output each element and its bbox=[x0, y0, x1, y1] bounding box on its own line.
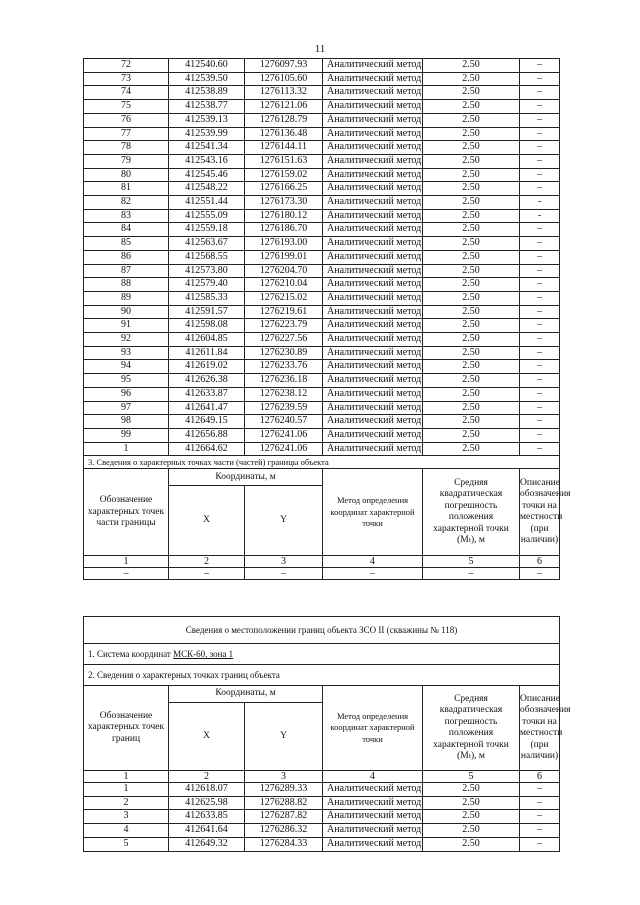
description: – bbox=[520, 360, 560, 374]
accuracy: 2.50 bbox=[423, 250, 520, 264]
description: – bbox=[520, 428, 560, 442]
method: Аналитический метод bbox=[323, 783, 423, 797]
description: – bbox=[520, 291, 560, 305]
accuracy: 2.50 bbox=[423, 278, 520, 292]
description: – bbox=[520, 319, 560, 333]
accuracy: 2.50 bbox=[423, 141, 520, 155]
accuracy: 2.50 bbox=[423, 415, 520, 429]
empty-cell: – bbox=[245, 568, 323, 580]
coord-y: 1276284.33 bbox=[245, 837, 323, 851]
table-row bbox=[84, 346, 560, 360]
method: Аналитический метод bbox=[323, 428, 423, 442]
method: Аналитический метод bbox=[323, 305, 423, 319]
coord-y: 1276230.89 bbox=[245, 346, 323, 360]
method: Аналитический метод bbox=[323, 264, 423, 278]
table-row bbox=[84, 100, 560, 114]
method: Аналитический метод bbox=[323, 113, 423, 127]
method: Аналитический метод bbox=[323, 196, 423, 210]
description: – bbox=[520, 237, 560, 251]
coord-y: 1276166.25 bbox=[245, 182, 323, 196]
coord-x: 412543.16 bbox=[169, 154, 245, 168]
col-number: 6 bbox=[520, 556, 560, 568]
table-row bbox=[84, 278, 560, 292]
coord-x: 412641.47 bbox=[169, 401, 245, 415]
table-row bbox=[84, 360, 560, 374]
col-number: 5 bbox=[423, 771, 520, 783]
coord-x: 412604.85 bbox=[169, 333, 245, 347]
object-title: Сведения о местоположении границ объекта ЗСО II (скважины № 118) bbox=[84, 617, 560, 644]
description: - bbox=[520, 209, 560, 223]
method: Аналитический метод bbox=[323, 59, 423, 73]
accuracy: 2.50 bbox=[423, 387, 520, 401]
method: Аналитический метод bbox=[323, 127, 423, 141]
table-row bbox=[84, 291, 560, 305]
col-number: 3 bbox=[245, 771, 323, 783]
header-coordinates: Координаты, м bbox=[169, 469, 323, 486]
point-number: 5 bbox=[84, 837, 169, 851]
boundary-points-table-continued bbox=[83, 58, 571, 580]
coord-x: 412551.44 bbox=[169, 196, 245, 210]
method: Аналитический метод bbox=[323, 154, 423, 168]
coordinate-system-value: МСК-60, зона 1 bbox=[173, 649, 234, 659]
col-number: 1 bbox=[84, 556, 169, 568]
table-row bbox=[84, 401, 560, 415]
coord-x: 412541.34 bbox=[169, 141, 245, 155]
header-method: Метод определения координат характерной точки bbox=[323, 469, 423, 556]
coord-y: 1276121.06 bbox=[245, 100, 323, 114]
coord-x: 412633.85 bbox=[169, 810, 245, 824]
method: Аналитический метод bbox=[323, 250, 423, 264]
accuracy: 2.50 bbox=[423, 305, 520, 319]
header-description: Описание обозначения точки на местности (при наличии) bbox=[520, 469, 560, 556]
page-number: 11 bbox=[314, 43, 326, 55]
method: Аналитический метод bbox=[323, 810, 423, 824]
point-number: 75 bbox=[84, 100, 169, 114]
point-number: 76 bbox=[84, 113, 169, 127]
coord-y: 1276288.82 bbox=[245, 796, 323, 810]
coord-y: 1276128.79 bbox=[245, 113, 323, 127]
description: – bbox=[520, 824, 560, 838]
accuracy: 2.50 bbox=[423, 86, 520, 100]
coord-y: 1276239.59 bbox=[245, 401, 323, 415]
point-number: 91 bbox=[84, 319, 169, 333]
section-2-title: 2. Сведения о характерных точках границ объекта bbox=[84, 665, 560, 686]
table-row bbox=[84, 182, 560, 196]
accuracy: 2.50 bbox=[423, 401, 520, 415]
description: – bbox=[520, 250, 560, 264]
method: Аналитический метод bbox=[323, 237, 423, 251]
table-row bbox=[84, 72, 560, 86]
header-designation: Обозначение характерных точек части границы bbox=[84, 469, 169, 556]
accuracy: 2.50 bbox=[423, 223, 520, 237]
point-number: 72 bbox=[84, 59, 169, 73]
point-number: 85 bbox=[84, 237, 169, 251]
col-number: 2 bbox=[169, 556, 245, 568]
accuracy: 2.50 bbox=[423, 810, 520, 824]
description: – bbox=[520, 168, 560, 182]
accuracy: 2.50 bbox=[423, 100, 520, 114]
header-coordinates: Координаты, м bbox=[169, 686, 323, 703]
table-row bbox=[84, 387, 560, 401]
coord-y: 1276241.06 bbox=[245, 442, 323, 456]
point-number: 84 bbox=[84, 223, 169, 237]
coord-x: 412563.67 bbox=[169, 237, 245, 251]
coord-y: 1276113.32 bbox=[245, 86, 323, 100]
accuracy: 2.50 bbox=[423, 374, 520, 388]
coord-x: 412538.89 bbox=[169, 86, 245, 100]
table-row bbox=[84, 305, 560, 319]
coord-x: 412649.32 bbox=[169, 837, 245, 851]
coord-x: 412568.55 bbox=[169, 250, 245, 264]
coord-y: 1276173.30 bbox=[245, 196, 323, 210]
col-number: 1 bbox=[84, 771, 169, 783]
table-row bbox=[84, 59, 560, 73]
header-accuracy: Средняя квадратическая погрешность положения характерной точки (Мₜ), м bbox=[423, 686, 520, 771]
point-number: 79 bbox=[84, 154, 169, 168]
coord-x: 412641.64 bbox=[169, 824, 245, 838]
coord-x: 412656.88 bbox=[169, 428, 245, 442]
description: – bbox=[520, 72, 560, 86]
method: Аналитический метод bbox=[323, 209, 423, 223]
description: – bbox=[520, 333, 560, 347]
point-number: 2 bbox=[84, 796, 169, 810]
method: Аналитический метод bbox=[323, 333, 423, 347]
table-row bbox=[84, 127, 560, 141]
coord-y: 1276105.60 bbox=[245, 72, 323, 86]
description: – bbox=[520, 127, 560, 141]
table-row bbox=[84, 333, 560, 347]
table-row bbox=[84, 86, 560, 100]
header-y: Y bbox=[245, 703, 323, 771]
coord-x: 412618.07 bbox=[169, 783, 245, 797]
point-number: 97 bbox=[84, 401, 169, 415]
description: – bbox=[520, 837, 560, 851]
point-number: 93 bbox=[84, 346, 169, 360]
coord-y: 1276210.04 bbox=[245, 278, 323, 292]
point-number: 74 bbox=[84, 86, 169, 100]
coord-x: 412559.18 bbox=[169, 223, 245, 237]
point-number: 99 bbox=[84, 428, 169, 442]
point-number: 94 bbox=[84, 360, 169, 374]
coord-y: 1276238.12 bbox=[245, 387, 323, 401]
method: Аналитический метод bbox=[323, 223, 423, 237]
description: – bbox=[520, 305, 560, 319]
section-3-title: 3. Сведения о характерных точках части (частей) границы объекта bbox=[84, 456, 560, 469]
table-row bbox=[84, 168, 560, 182]
header-description: Описание обозначения точки на местности (при наличии) bbox=[520, 686, 560, 771]
col-number: 4 bbox=[323, 556, 423, 568]
point-number: 88 bbox=[84, 278, 169, 292]
coord-y: 1276144.11 bbox=[245, 141, 323, 155]
description: – bbox=[520, 346, 560, 360]
point-number: 77 bbox=[84, 127, 169, 141]
table-row bbox=[84, 796, 560, 810]
table-row bbox=[84, 319, 560, 333]
coord-x: 412626.38 bbox=[169, 374, 245, 388]
coord-y: 1276219.61 bbox=[245, 305, 323, 319]
accuracy: 2.50 bbox=[423, 127, 520, 141]
col-number: 2 bbox=[169, 771, 245, 783]
coord-x: 412664.62 bbox=[169, 442, 245, 456]
table-row bbox=[84, 837, 560, 851]
point-number: 73 bbox=[84, 72, 169, 86]
description: – bbox=[520, 223, 560, 237]
accuracy: 2.50 bbox=[423, 264, 520, 278]
header-y: Y bbox=[245, 486, 323, 556]
coord-x: 412555.09 bbox=[169, 209, 245, 223]
point-number: 92 bbox=[84, 333, 169, 347]
method: Аналитический метод bbox=[323, 837, 423, 851]
description: – bbox=[520, 278, 560, 292]
description: – bbox=[520, 59, 560, 73]
table-row bbox=[84, 209, 560, 223]
table-row bbox=[84, 154, 560, 168]
table-row bbox=[84, 223, 560, 237]
empty-cell: – bbox=[520, 568, 560, 580]
coord-y: 1276223.79 bbox=[245, 319, 323, 333]
table-row bbox=[84, 824, 560, 838]
header-x: X bbox=[169, 703, 245, 771]
description: – bbox=[520, 141, 560, 155]
accuracy: 2.50 bbox=[423, 824, 520, 838]
description: – bbox=[520, 182, 560, 196]
coord-x: 412579.40 bbox=[169, 278, 245, 292]
point-number: 80 bbox=[84, 168, 169, 182]
coord-y: 1276287.82 bbox=[245, 810, 323, 824]
accuracy: 2.50 bbox=[423, 182, 520, 196]
col-number: 5 bbox=[423, 556, 520, 568]
accuracy: 2.50 bbox=[423, 428, 520, 442]
coordinate-system bbox=[84, 644, 560, 665]
header-method: Метод определения координат характерной точки bbox=[323, 686, 423, 771]
empty-cell: – bbox=[169, 568, 245, 580]
coord-x: 412649.15 bbox=[169, 415, 245, 429]
coord-y: 1276241.06 bbox=[245, 428, 323, 442]
description: – bbox=[520, 783, 560, 797]
accuracy: 2.50 bbox=[423, 333, 520, 347]
description: – bbox=[520, 86, 560, 100]
table-row bbox=[84, 374, 560, 388]
coord-y: 1276233.76 bbox=[245, 360, 323, 374]
method: Аналитический метод bbox=[323, 824, 423, 838]
table-row bbox=[84, 783, 560, 797]
table-row bbox=[84, 141, 560, 155]
coord-x: 412591.57 bbox=[169, 305, 245, 319]
empty-cell: – bbox=[423, 568, 520, 580]
description: - bbox=[520, 196, 560, 210]
description: – bbox=[520, 415, 560, 429]
coord-y: 1276204.70 bbox=[245, 264, 323, 278]
method: Аналитический метод bbox=[323, 319, 423, 333]
accuracy: 2.50 bbox=[423, 113, 520, 127]
point-number: 83 bbox=[84, 209, 169, 223]
method: Аналитический метод bbox=[323, 86, 423, 100]
coord-y: 1276159.02 bbox=[245, 168, 323, 182]
accuracy: 2.50 bbox=[423, 796, 520, 810]
accuracy: 2.50 bbox=[423, 59, 520, 73]
method: Аналитический метод bbox=[323, 796, 423, 810]
table-row bbox=[84, 264, 560, 278]
zso-boundary-table bbox=[83, 616, 571, 852]
coord-y: 1276180.12 bbox=[245, 209, 323, 223]
empty-cell: – bbox=[84, 568, 169, 580]
column-number-row bbox=[84, 556, 560, 568]
point-number: 1 bbox=[84, 442, 169, 456]
coord-x: 412611.84 bbox=[169, 346, 245, 360]
method: Аналитический метод bbox=[323, 442, 423, 456]
description: – bbox=[520, 113, 560, 127]
method: Аналитический метод bbox=[323, 401, 423, 415]
accuracy: 2.50 bbox=[423, 237, 520, 251]
header-designation: Обозначение характерных точек границ bbox=[84, 686, 169, 771]
column-number-row bbox=[84, 771, 560, 783]
point-number: 90 bbox=[84, 305, 169, 319]
coord-y: 1276186.70 bbox=[245, 223, 323, 237]
coord-y: 1276136.48 bbox=[245, 127, 323, 141]
point-number: 95 bbox=[84, 374, 169, 388]
coord-x: 412539.13 bbox=[169, 113, 245, 127]
table-row bbox=[84, 442, 560, 456]
coord-x: 412548.22 bbox=[169, 182, 245, 196]
point-number: 78 bbox=[84, 141, 169, 155]
method: Аналитический метод bbox=[323, 415, 423, 429]
coord-y: 1276097.93 bbox=[245, 59, 323, 73]
method: Аналитический метод bbox=[323, 387, 423, 401]
method: Аналитический метод bbox=[323, 100, 423, 114]
description: – bbox=[520, 401, 560, 415]
col-number: 3 bbox=[245, 556, 323, 568]
coord-y: 1276227.56 bbox=[245, 333, 323, 347]
point-number: 86 bbox=[84, 250, 169, 264]
accuracy: 2.50 bbox=[423, 442, 520, 456]
coord-y: 1276286.32 bbox=[245, 824, 323, 838]
coord-y: 1276199.01 bbox=[245, 250, 323, 264]
description: – bbox=[520, 264, 560, 278]
col-number: 4 bbox=[323, 771, 423, 783]
coord-x: 412545.46 bbox=[169, 168, 245, 182]
table-row bbox=[84, 113, 560, 127]
description: – bbox=[520, 796, 560, 810]
method: Аналитический метод bbox=[323, 182, 423, 196]
coord-y: 1276215.02 bbox=[245, 291, 323, 305]
coord-y: 1276151.63 bbox=[245, 154, 323, 168]
method: Аналитический метод bbox=[323, 374, 423, 388]
coord-x: 412619.02 bbox=[169, 360, 245, 374]
coord-x: 412585.33 bbox=[169, 291, 245, 305]
point-number: 87 bbox=[84, 264, 169, 278]
coord-x: 412540.60 bbox=[169, 59, 245, 73]
description: – bbox=[520, 374, 560, 388]
empty-data-row bbox=[84, 568, 560, 580]
coord-x: 412625.98 bbox=[169, 796, 245, 810]
accuracy: 2.50 bbox=[423, 196, 520, 210]
table-row bbox=[84, 237, 560, 251]
point-number: 81 bbox=[84, 182, 169, 196]
point-number: 96 bbox=[84, 387, 169, 401]
coord-x: 412539.50 bbox=[169, 72, 245, 86]
accuracy: 2.50 bbox=[423, 319, 520, 333]
accuracy: 2.50 bbox=[423, 291, 520, 305]
accuracy: 2.50 bbox=[423, 837, 520, 851]
point-number: 82 bbox=[84, 196, 169, 210]
header-x: X bbox=[169, 486, 245, 556]
coord-x: 412633.87 bbox=[169, 387, 245, 401]
coordinate-system-label: 1. Система координат bbox=[88, 649, 171, 659]
accuracy: 2.50 bbox=[423, 72, 520, 86]
coord-y: 1276236.18 bbox=[245, 374, 323, 388]
coord-y: 1276240.57 bbox=[245, 415, 323, 429]
point-number: 1 bbox=[84, 783, 169, 797]
method: Аналитический метод bbox=[323, 72, 423, 86]
coord-x: 412538.77 bbox=[169, 100, 245, 114]
method: Аналитический метод bbox=[323, 360, 423, 374]
point-number: 89 bbox=[84, 291, 169, 305]
coord-y: 1276289.33 bbox=[245, 783, 323, 797]
method: Аналитический метод bbox=[323, 291, 423, 305]
coord-x: 412539.99 bbox=[169, 127, 245, 141]
coord-y: 1276193.00 bbox=[245, 237, 323, 251]
description: – bbox=[520, 810, 560, 824]
point-number: 3 bbox=[84, 810, 169, 824]
header-accuracy: Средняя квадратическая погрешность положения характерной точки (Мₜ), м bbox=[423, 469, 520, 556]
description: – bbox=[520, 154, 560, 168]
method: Аналитический метод bbox=[323, 141, 423, 155]
method: Аналитический метод bbox=[323, 346, 423, 360]
method: Аналитический метод bbox=[323, 168, 423, 182]
accuracy: 2.50 bbox=[423, 168, 520, 182]
coord-x: 412573.80 bbox=[169, 264, 245, 278]
accuracy: 2.50 bbox=[423, 209, 520, 223]
point-number: 98 bbox=[84, 415, 169, 429]
accuracy: 2.50 bbox=[423, 360, 520, 374]
empty-cell: – bbox=[323, 568, 423, 580]
table-row bbox=[84, 415, 560, 429]
description: – bbox=[520, 442, 560, 456]
method: Аналитический метод bbox=[323, 278, 423, 292]
accuracy: 2.50 bbox=[423, 346, 520, 360]
accuracy: 2.50 bbox=[423, 154, 520, 168]
description: – bbox=[520, 100, 560, 114]
coord-x: 412598.08 bbox=[169, 319, 245, 333]
col-number: 6 bbox=[520, 771, 560, 783]
table-row bbox=[84, 196, 560, 210]
point-number: 4 bbox=[84, 824, 169, 838]
table-row bbox=[84, 428, 560, 442]
table-row bbox=[84, 810, 560, 824]
table-row bbox=[84, 250, 560, 264]
accuracy: 2.50 bbox=[423, 783, 520, 797]
description: – bbox=[520, 387, 560, 401]
